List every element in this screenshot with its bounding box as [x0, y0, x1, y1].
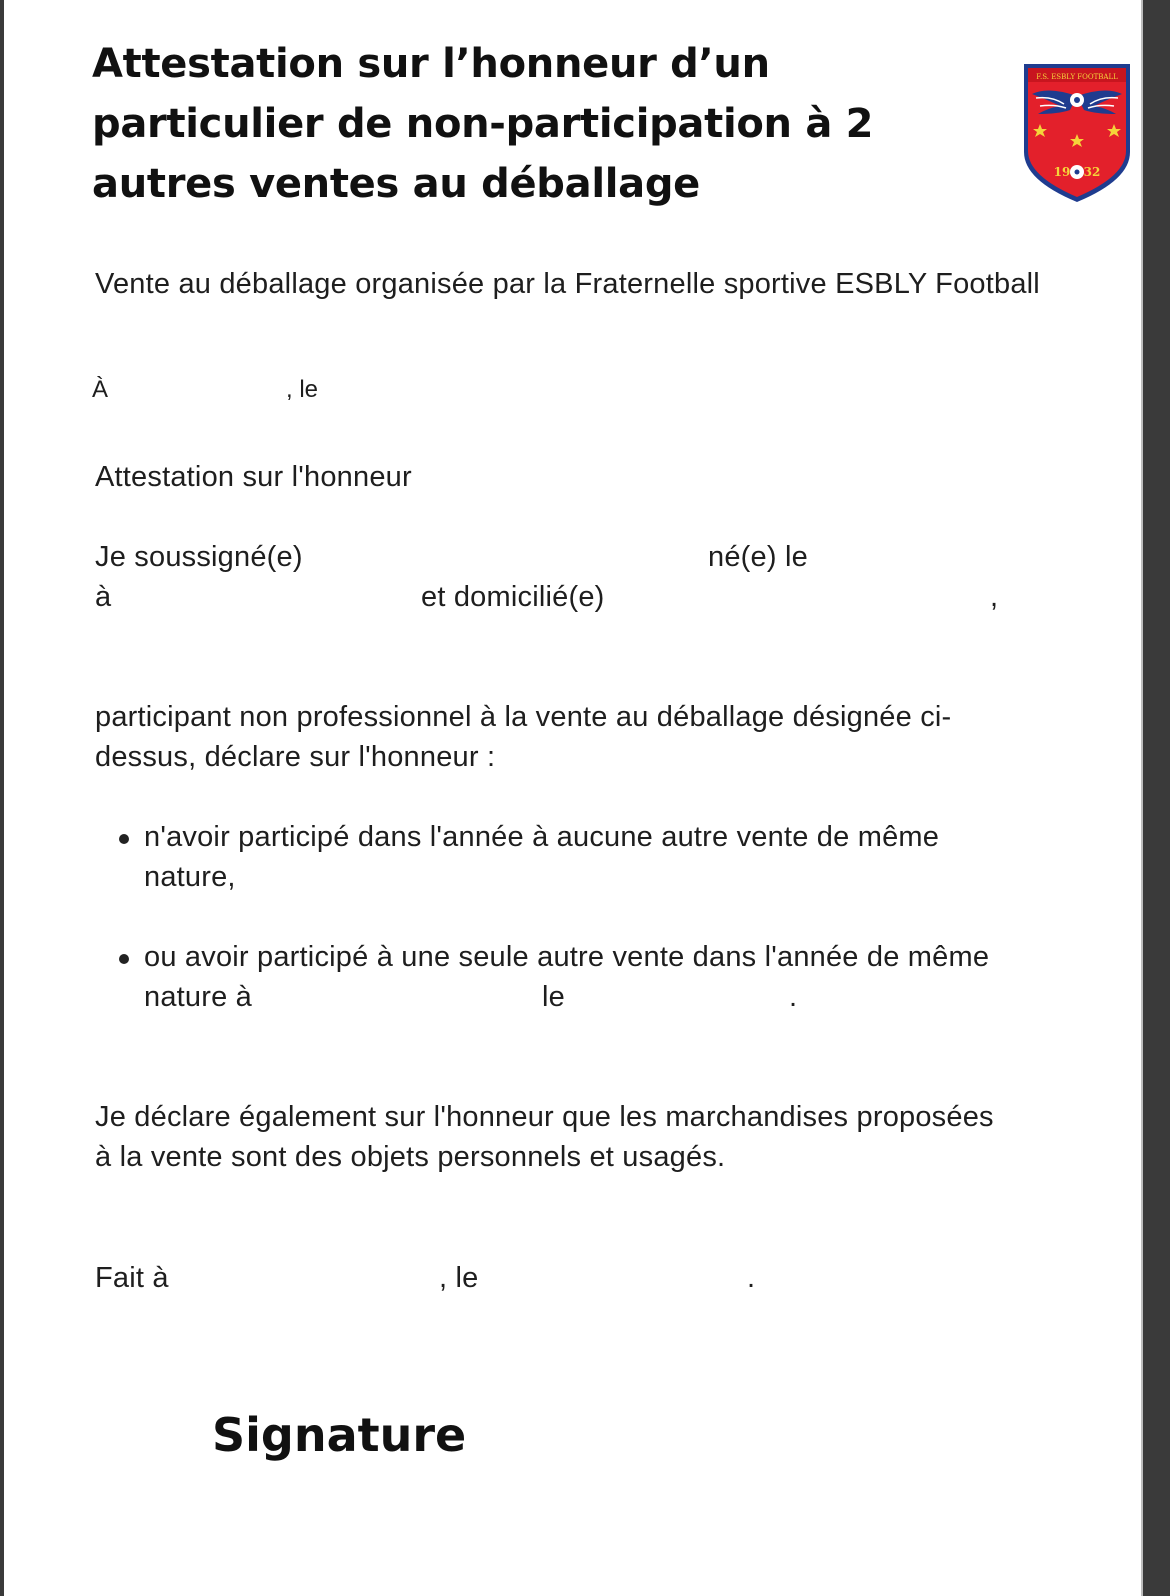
- crest-year-left: 19: [1053, 165, 1071, 179]
- page-edge-left: [0, 0, 4, 1596]
- undersigned-label: Je soussigné(e): [95, 541, 303, 573]
- bullet-1-line-1: n'avoir participé dans l'année à aucune autre vente de même: [144, 821, 940, 853]
- bullet-dot-icon: [119, 954, 129, 964]
- bullet-2-line-2b: le: [542, 981, 565, 1013]
- identity-comma: ,: [990, 581, 999, 613]
- bullet-2-line-1: ou avoir participé à une seule autre vente dans l'année de même: [144, 941, 990, 973]
- bullet-1-line-2: nature,: [144, 861, 236, 893]
- club-crest-logo: [1018, 56, 1136, 206]
- signature-label: Signature: [212, 1408, 467, 1462]
- born-at-label: à: [95, 581, 112, 613]
- signed-at-separator: , le: [439, 1262, 479, 1294]
- signed-at-prefix: Fait à: [95, 1262, 169, 1294]
- born-on-label: né(e) le: [708, 541, 808, 573]
- domiciled-label: et domicilié(e): [421, 581, 605, 613]
- title-line-1: Attestation sur l’honneur d’un: [92, 41, 770, 87]
- date-separator: , le: [286, 376, 319, 403]
- bullet-dot-icon: [119, 834, 129, 844]
- declaration-line-1: participant non professionnel à la vente au déballage désignée ci-: [95, 701, 952, 733]
- title-line-3: autres ventes au déballage: [92, 161, 701, 207]
- crest-year-right: 32: [1083, 165, 1101, 179]
- place-prefix: À: [92, 376, 109, 403]
- page-edge-right: [1143, 0, 1170, 1596]
- title-line-2: particulier de non-participation à 2: [92, 101, 874, 147]
- crest-banner: F.S. ESBLY FOOTBALL: [1036, 73, 1118, 81]
- organizer-line: Vente au déballage organisée par la Fraternelle sportive ESBLY Football: [95, 268, 1040, 300]
- signed-at-end: .: [747, 1262, 756, 1294]
- bullet-2-line-2a: nature à: [144, 981, 253, 1013]
- declaration-line-2: dessus, déclare sur l'honneur :: [95, 741, 496, 773]
- document-title: [92, 34, 952, 214]
- attestation-subtitle: Attestation sur l'honneur: [95, 461, 412, 493]
- goods-statement-line-1: Je déclare également sur l'honneur que les marchandises proposées: [95, 1101, 994, 1133]
- bullet-2-line-2c: .: [789, 981, 798, 1013]
- goods-statement-line-2: à la vente sont des objets personnels et usagés.: [95, 1141, 726, 1173]
